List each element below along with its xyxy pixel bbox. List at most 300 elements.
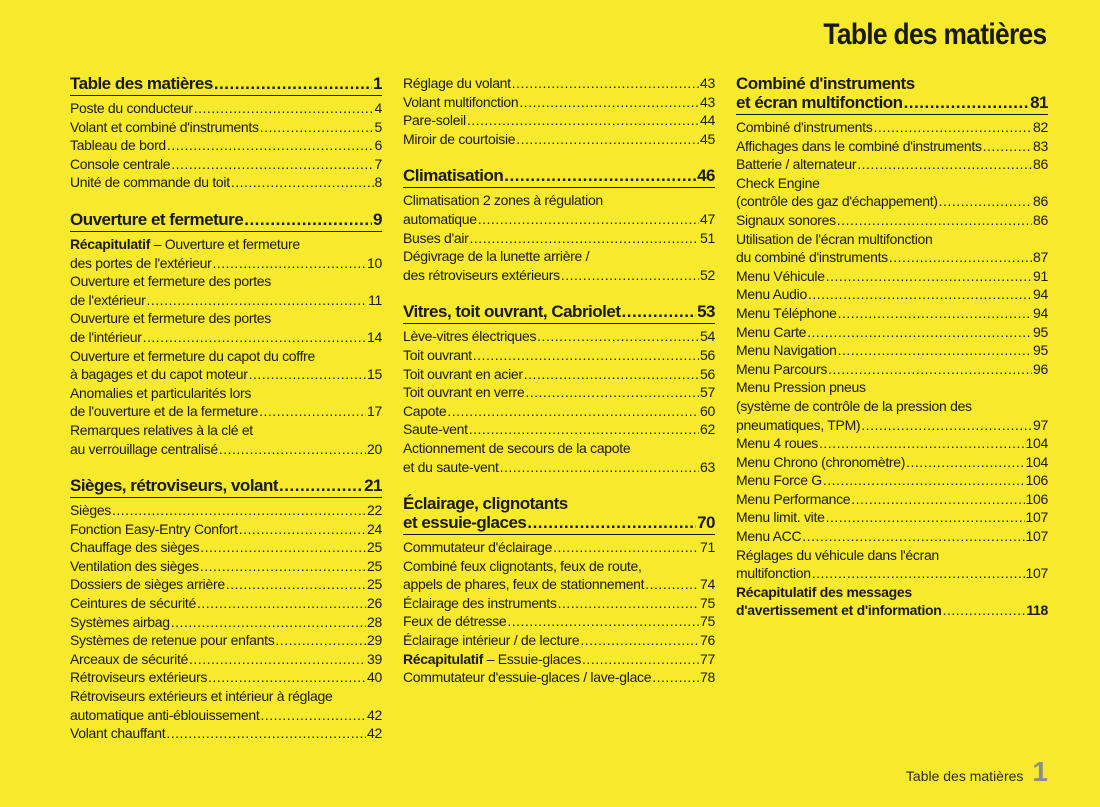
dot-leader bbox=[259, 402, 366, 421]
entry-line: Actionnement de secours de la capote bbox=[403, 439, 631, 456]
page-number: 63 bbox=[700, 458, 715, 475]
dot-leader bbox=[837, 211, 1032, 230]
dot-leader bbox=[943, 601, 1026, 620]
dot-leader bbox=[194, 99, 374, 118]
page-title: Table des matières bbox=[823, 18, 1047, 51]
entry-text: d'avertissement et d'information bbox=[736, 602, 942, 619]
toc-line bbox=[403, 631, 715, 650]
entry-line: Dégivrage de la lunette arrière / bbox=[403, 248, 590, 265]
page-number: 20 bbox=[367, 440, 382, 457]
toc-entry[interactable] bbox=[403, 383, 715, 402]
page-number: 10 bbox=[367, 254, 382, 271]
toc-line bbox=[403, 420, 715, 439]
dot-leader bbox=[519, 93, 699, 112]
toc-line bbox=[70, 594, 382, 613]
toc-line bbox=[403, 346, 715, 365]
entry-text: Miroir de courtoisie bbox=[403, 130, 516, 147]
dot-leader bbox=[260, 118, 374, 137]
toc-entry[interactable] bbox=[736, 155, 1048, 174]
page-number: 106 bbox=[1025, 490, 1048, 507]
dot-leader bbox=[808, 285, 1032, 304]
toc-line bbox=[70, 557, 382, 576]
page-number: 75 bbox=[700, 594, 715, 611]
entry-text: Pare-soleil bbox=[403, 112, 466, 129]
toc-line bbox=[736, 341, 1048, 360]
entry-text: Ouverture et fermeture bbox=[70, 209, 244, 229]
dot-leader bbox=[582, 650, 699, 669]
toc-entry[interactable] bbox=[403, 668, 715, 687]
toc-section bbox=[403, 302, 715, 476]
toc-line bbox=[736, 192, 1048, 211]
entry-text-rest: – Essuie-glaces bbox=[483, 650, 582, 667]
page-number: 76 bbox=[700, 632, 715, 649]
dot-leader bbox=[197, 594, 366, 613]
dot-leader bbox=[512, 74, 699, 93]
section-heading[interactable] bbox=[736, 74, 1048, 115]
footer-label: Table des matières bbox=[905, 768, 1024, 784]
dot-leader bbox=[231, 173, 374, 192]
toc-section bbox=[736, 74, 1048, 620]
toc-line bbox=[736, 471, 1048, 490]
entry-text: Éclairage des instruments bbox=[403, 594, 557, 611]
entry-text: au verrouillage centralisé bbox=[70, 440, 218, 457]
toc-line bbox=[70, 650, 382, 669]
page-number: 83 bbox=[1033, 137, 1048, 154]
toc-entry[interactable] bbox=[70, 557, 382, 576]
dot-leader bbox=[861, 416, 1032, 435]
toc-line bbox=[736, 508, 1048, 527]
section-heading[interactable] bbox=[70, 210, 382, 232]
toc-entry[interactable] bbox=[403, 93, 715, 112]
entry-text: Menu Force G bbox=[736, 472, 822, 489]
dot-leader bbox=[219, 440, 366, 459]
entry-text: Ventilation des sièges bbox=[70, 557, 199, 574]
page-number: 86 bbox=[1033, 156, 1048, 173]
page-number: 70 bbox=[697, 513, 715, 533]
page-number: 87 bbox=[1033, 249, 1048, 266]
toc-entry[interactable] bbox=[70, 631, 382, 650]
toc-line bbox=[70, 613, 382, 632]
page-number: 56 bbox=[700, 365, 715, 382]
page-number: 21 bbox=[364, 476, 382, 496]
dot-leader bbox=[906, 453, 1024, 472]
page-number: 107 bbox=[1025, 565, 1048, 582]
entry-text: Saute-vent bbox=[403, 421, 468, 438]
toc-section bbox=[70, 210, 382, 458]
page-number: 11 bbox=[368, 291, 382, 308]
entry-bold-prefix: Récapitulatif bbox=[70, 235, 151, 252]
entry-text: pneumatiques, TPM) bbox=[736, 416, 861, 433]
dot-leader bbox=[580, 631, 699, 650]
dot-leader bbox=[889, 248, 1032, 267]
toc-entry[interactable] bbox=[403, 631, 715, 650]
toc-line bbox=[736, 323, 1048, 342]
toc-line bbox=[736, 211, 1048, 230]
dot-leader bbox=[802, 527, 1024, 546]
toc-line bbox=[403, 111, 715, 130]
toc-entry[interactable] bbox=[70, 575, 382, 594]
entry-text: Éclairage intérieur / de lecture bbox=[403, 632, 580, 649]
toc-entry[interactable] bbox=[736, 490, 1048, 509]
entry-line: Menu Pression pneus bbox=[736, 379, 866, 396]
dot-leader bbox=[838, 304, 1032, 323]
page-number: 40 bbox=[367, 669, 382, 686]
toc-line bbox=[70, 402, 382, 421]
page-number: 95 bbox=[1033, 342, 1048, 359]
toc-entry[interactable] bbox=[403, 247, 715, 284]
entry-text: Sièges bbox=[70, 502, 112, 519]
toc-entry[interactable] bbox=[736, 527, 1048, 546]
page-number: 6 bbox=[374, 137, 382, 154]
toc-entry[interactable] bbox=[403, 439, 715, 476]
entry-text: Signaux sonores bbox=[736, 211, 836, 228]
toc-line bbox=[736, 93, 1048, 112]
entry-line: Ouverture et fermeture des portes bbox=[70, 273, 271, 290]
dot-leader bbox=[819, 434, 1025, 453]
dot-leader bbox=[189, 650, 366, 669]
toc-entry[interactable] bbox=[403, 327, 715, 346]
dot-leader bbox=[239, 520, 366, 539]
entry-text: Systèmes airbag bbox=[70, 613, 170, 630]
toc-entry[interactable] bbox=[70, 613, 382, 632]
entry-line: Utilisation de l'écran multifonction bbox=[736, 230, 933, 247]
toc-line bbox=[70, 136, 382, 155]
entry-text: Climatisation bbox=[403, 166, 504, 186]
toc-line bbox=[736, 490, 1048, 509]
page-number: 71 bbox=[700, 539, 715, 556]
page-number: 53 bbox=[697, 302, 715, 322]
entry-text: des rétroviseurs extérieurs bbox=[403, 266, 560, 283]
dot-leader bbox=[208, 668, 366, 687]
dot-leader bbox=[260, 706, 366, 725]
page-number: 9 bbox=[373, 209, 382, 229]
toc-line bbox=[736, 360, 1048, 379]
dot-leader bbox=[171, 155, 373, 174]
dot-leader bbox=[807, 323, 1032, 342]
toc-entry[interactable] bbox=[70, 99, 382, 118]
toc-entry[interactable] bbox=[403, 365, 715, 384]
toc-entry[interactable] bbox=[736, 285, 1048, 304]
entry-text: Menu ACC bbox=[736, 528, 802, 545]
dot-leader bbox=[873, 118, 1032, 137]
toc-entry[interactable] bbox=[736, 211, 1048, 230]
toc-entry[interactable] bbox=[70, 272, 382, 309]
dot-leader bbox=[553, 538, 699, 557]
dot-leader bbox=[904, 93, 1030, 112]
entry-text: et essuie-glaces bbox=[403, 513, 527, 533]
page-number: 118 bbox=[1026, 602, 1048, 619]
entry-text: et du saute-vent bbox=[403, 458, 499, 475]
dot-leader bbox=[478, 210, 699, 229]
entry-text: Affichages dans le combiné d'instruments bbox=[736, 137, 982, 154]
entry-line: Ouverture et fermeture du capot du coffre bbox=[70, 347, 316, 364]
page-number: 75 bbox=[700, 613, 715, 630]
page-number: 28 bbox=[367, 613, 382, 630]
entry-text: (contrôle des gaz d'échappement) bbox=[736, 193, 938, 210]
toc-line bbox=[70, 291, 382, 310]
toc-entry[interactable] bbox=[736, 341, 1048, 360]
page-number: 43 bbox=[700, 93, 715, 110]
entry-text: Poste du conducteur bbox=[70, 100, 193, 116]
section-heading[interactable] bbox=[403, 494, 715, 535]
toc-entry[interactable] bbox=[403, 229, 715, 248]
toc-entry[interactable] bbox=[403, 402, 715, 421]
section-heading[interactable] bbox=[70, 74, 382, 96]
entry-text: Ceintures de sécurité bbox=[70, 595, 196, 612]
toc-entry[interactable] bbox=[736, 304, 1048, 323]
entry-line: Remarques relatives à la clé et bbox=[70, 421, 253, 438]
toc-entry[interactable] bbox=[736, 453, 1048, 472]
entry-text: Volant et combiné d'instruments bbox=[70, 118, 259, 135]
toc-line bbox=[736, 248, 1048, 267]
toc-entry[interactable] bbox=[403, 557, 715, 594]
toc-line bbox=[736, 601, 1048, 620]
toc-entry[interactable] bbox=[70, 235, 382, 272]
dot-leader bbox=[851, 490, 1024, 509]
toc-line bbox=[70, 501, 382, 520]
dot-leader bbox=[166, 724, 366, 743]
toc-entry[interactable] bbox=[70, 538, 382, 557]
toc-entry[interactable] bbox=[70, 309, 382, 346]
toc-entry[interactable] bbox=[70, 668, 382, 687]
toc-entry[interactable] bbox=[403, 650, 715, 669]
dot-leader bbox=[537, 327, 699, 346]
page-number: 82 bbox=[1033, 119, 1048, 135]
page-number: 104 bbox=[1025, 435, 1048, 452]
toc-line bbox=[403, 130, 715, 149]
toc-entry[interactable] bbox=[736, 230, 1048, 267]
toc-entry[interactable] bbox=[736, 471, 1048, 490]
section-heading[interactable] bbox=[70, 476, 382, 498]
toc-entry[interactable] bbox=[70, 687, 382, 724]
page-number: 25 bbox=[367, 539, 382, 556]
dot-leader bbox=[838, 341, 1032, 360]
toc-entry[interactable] bbox=[70, 173, 382, 192]
toc-section bbox=[403, 494, 715, 687]
toc-line bbox=[403, 458, 715, 477]
page-number: 47 bbox=[700, 210, 715, 227]
toc-entry[interactable] bbox=[70, 384, 382, 421]
toc-entry[interactable] bbox=[736, 267, 1048, 286]
toc-line bbox=[70, 575, 382, 594]
toc-entry[interactable] bbox=[736, 174, 1048, 211]
page-number: 74 bbox=[700, 576, 715, 593]
entry-text: Capote bbox=[403, 402, 447, 419]
toc-entry[interactable] bbox=[403, 130, 715, 149]
dot-leader bbox=[467, 111, 699, 130]
entry-text: Toit ouvrant en acier bbox=[403, 365, 523, 382]
entry-text: de l'intérieur bbox=[70, 328, 142, 345]
dot-leader bbox=[226, 575, 366, 594]
section-heading-line: Combiné d'instruments bbox=[736, 74, 915, 93]
page-number: 15 bbox=[367, 366, 382, 383]
entry-text: Arceaux de sécurité bbox=[70, 650, 189, 667]
dot-leader bbox=[447, 402, 699, 421]
dot-leader bbox=[939, 192, 1032, 211]
entry-text: des portes de l'extérieur bbox=[70, 254, 212, 271]
toc-entry[interactable] bbox=[403, 74, 715, 93]
toc-line bbox=[403, 229, 715, 248]
dot-leader bbox=[214, 74, 372, 93]
toc-entry[interactable] bbox=[70, 155, 382, 174]
entry-text: et écran multifonction bbox=[736, 93, 903, 112]
page-number: 97 bbox=[1033, 416, 1048, 433]
dot-leader bbox=[147, 291, 368, 310]
toc-line bbox=[403, 594, 715, 613]
toc-entry[interactable] bbox=[736, 360, 1048, 379]
toc-column-2 bbox=[403, 74, 715, 705]
page-number: 46 bbox=[697, 166, 715, 186]
toc-entry[interactable] bbox=[736, 378, 1048, 434]
dot-leader bbox=[275, 631, 366, 650]
dot-leader bbox=[473, 346, 699, 365]
toc-entry[interactable] bbox=[70, 724, 382, 743]
toc-line bbox=[70, 724, 382, 743]
page-number: 81 bbox=[1030, 93, 1048, 112]
entry-text: Volant multifonction bbox=[403, 93, 519, 110]
entry-line: Récapitulatif des messages bbox=[736, 583, 912, 600]
entry-text: Menu Parcours bbox=[736, 360, 828, 377]
dot-leader bbox=[561, 266, 699, 285]
toc-line bbox=[70, 538, 382, 557]
entry-line: Réglages du véhicule dans l'écran bbox=[736, 546, 939, 563]
toc-entry[interactable] bbox=[736, 137, 1048, 156]
page-number: 51 bbox=[700, 229, 715, 246]
page-number: 106 bbox=[1025, 472, 1048, 489]
entry-text: Menu Carte bbox=[736, 323, 807, 340]
dot-leader bbox=[812, 564, 1025, 583]
toc-entry[interactable] bbox=[70, 594, 382, 613]
page-number: 24 bbox=[367, 520, 382, 537]
toc-entry[interactable] bbox=[70, 650, 382, 669]
entry-text: Toit ouvrant en verre bbox=[403, 384, 525, 401]
toc-line bbox=[70, 254, 382, 273]
entry-text: multifonction bbox=[736, 565, 811, 582]
entry-line: Rétroviseurs extérieurs et intérieur à réglage bbox=[70, 688, 333, 705]
toc-entry[interactable] bbox=[403, 420, 715, 439]
entry-text: Menu 4 roues bbox=[736, 435, 819, 452]
toc-line bbox=[403, 166, 715, 185]
toc-entry[interactable] bbox=[736, 508, 1048, 527]
toc-line bbox=[403, 266, 715, 285]
entry-text: automatique anti-éblouissement bbox=[70, 706, 260, 723]
toc-line bbox=[70, 520, 382, 539]
dot-leader bbox=[504, 166, 696, 185]
toc-entry[interactable] bbox=[403, 346, 715, 365]
page-number: 54 bbox=[700, 328, 715, 345]
toc-entry[interactable] bbox=[736, 323, 1048, 342]
page-number: 77 bbox=[700, 650, 715, 667]
toc-entry[interactable] bbox=[736, 583, 1048, 620]
entry-text: à bagages et du capot moteur bbox=[70, 366, 248, 383]
entry-line: Anomalies et particularités lors bbox=[70, 384, 252, 401]
toc-line bbox=[70, 173, 382, 192]
toc-entry[interactable] bbox=[403, 594, 715, 613]
page-number: 94 bbox=[1033, 304, 1048, 321]
entry-text: Feux de détresse bbox=[403, 613, 507, 630]
toc-entry[interactable] bbox=[70, 520, 382, 539]
toc-entry[interactable] bbox=[70, 421, 382, 458]
toc-section bbox=[403, 74, 715, 148]
toc-section bbox=[70, 74, 382, 192]
entry-text: Volant chauffant bbox=[70, 725, 166, 742]
dot-leader bbox=[279, 476, 363, 495]
page-number: 78 bbox=[700, 669, 715, 686]
page-number: 7 bbox=[374, 155, 382, 172]
page-number: 107 bbox=[1025, 509, 1048, 526]
dot-leader bbox=[143, 328, 366, 347]
entry-text: de l'extérieur bbox=[70, 291, 146, 308]
toc-entry[interactable] bbox=[70, 118, 382, 137]
page-number: 60 bbox=[700, 402, 715, 419]
toc-entry[interactable] bbox=[70, 501, 382, 520]
toc-section bbox=[403, 166, 715, 284]
dot-leader bbox=[171, 613, 366, 632]
toc-line bbox=[736, 527, 1048, 546]
toc-entry[interactable] bbox=[70, 136, 382, 155]
entry-text: Table des matières bbox=[70, 74, 213, 93]
dot-leader bbox=[823, 471, 1025, 490]
section-heading[interactable] bbox=[403, 302, 715, 324]
toc-entry[interactable] bbox=[403, 538, 715, 557]
toc-entry[interactable] bbox=[736, 434, 1048, 453]
toc-line bbox=[403, 575, 715, 594]
page-number: 26 bbox=[367, 595, 382, 612]
toc-line bbox=[403, 612, 715, 631]
toc-entry[interactable] bbox=[403, 111, 715, 130]
toc-line bbox=[70, 210, 382, 229]
toc-line bbox=[736, 416, 1048, 435]
toc-line bbox=[70, 365, 382, 384]
entry-text: de l'ouverture et de la fermeture bbox=[70, 403, 259, 420]
entry-text: Réglage du volant bbox=[403, 75, 511, 91]
toc-entry[interactable] bbox=[403, 191, 715, 228]
entry-text: Toit ouvrant bbox=[403, 346, 472, 363]
toc-line bbox=[403, 365, 715, 384]
dot-leader bbox=[558, 594, 699, 613]
toc-line bbox=[70, 668, 382, 687]
entry-line bbox=[70, 235, 382, 254]
toc-line bbox=[403, 74, 715, 93]
entry-line: Combiné feux clignotants, feux de route, bbox=[403, 557, 642, 574]
page-number: 4 bbox=[374, 100, 382, 116]
dot-leader bbox=[249, 365, 366, 384]
entry-text: Menu Performance bbox=[736, 490, 851, 507]
section-heading[interactable] bbox=[403, 166, 715, 188]
entry-text: Menu Navigation bbox=[736, 342, 837, 359]
dot-leader bbox=[622, 302, 697, 321]
page-number: 107 bbox=[1025, 528, 1048, 545]
page-number: 8 bbox=[374, 174, 382, 191]
page-number: 17 bbox=[367, 403, 382, 420]
toc-entry[interactable] bbox=[736, 118, 1048, 137]
entry-bold-prefix: Récapitulatif bbox=[403, 650, 484, 667]
toc-entry[interactable] bbox=[736, 546, 1048, 583]
toc-entry[interactable] bbox=[70, 347, 382, 384]
toc-line bbox=[403, 513, 715, 532]
toc-entry[interactable] bbox=[403, 612, 715, 631]
page-number: 96 bbox=[1033, 360, 1048, 377]
entry-line: Check Engine bbox=[736, 174, 820, 191]
dot-leader bbox=[470, 229, 699, 248]
toc-line bbox=[403, 327, 715, 346]
entry-text: appels de phares, feux de stationnement bbox=[403, 576, 645, 593]
entry-text: Tableau de bord bbox=[70, 137, 166, 154]
page-number: 14 bbox=[367, 328, 382, 345]
footer-page-number: 1 bbox=[1032, 756, 1048, 787]
page-number: 22 bbox=[367, 502, 382, 519]
toc-line bbox=[403, 302, 715, 321]
